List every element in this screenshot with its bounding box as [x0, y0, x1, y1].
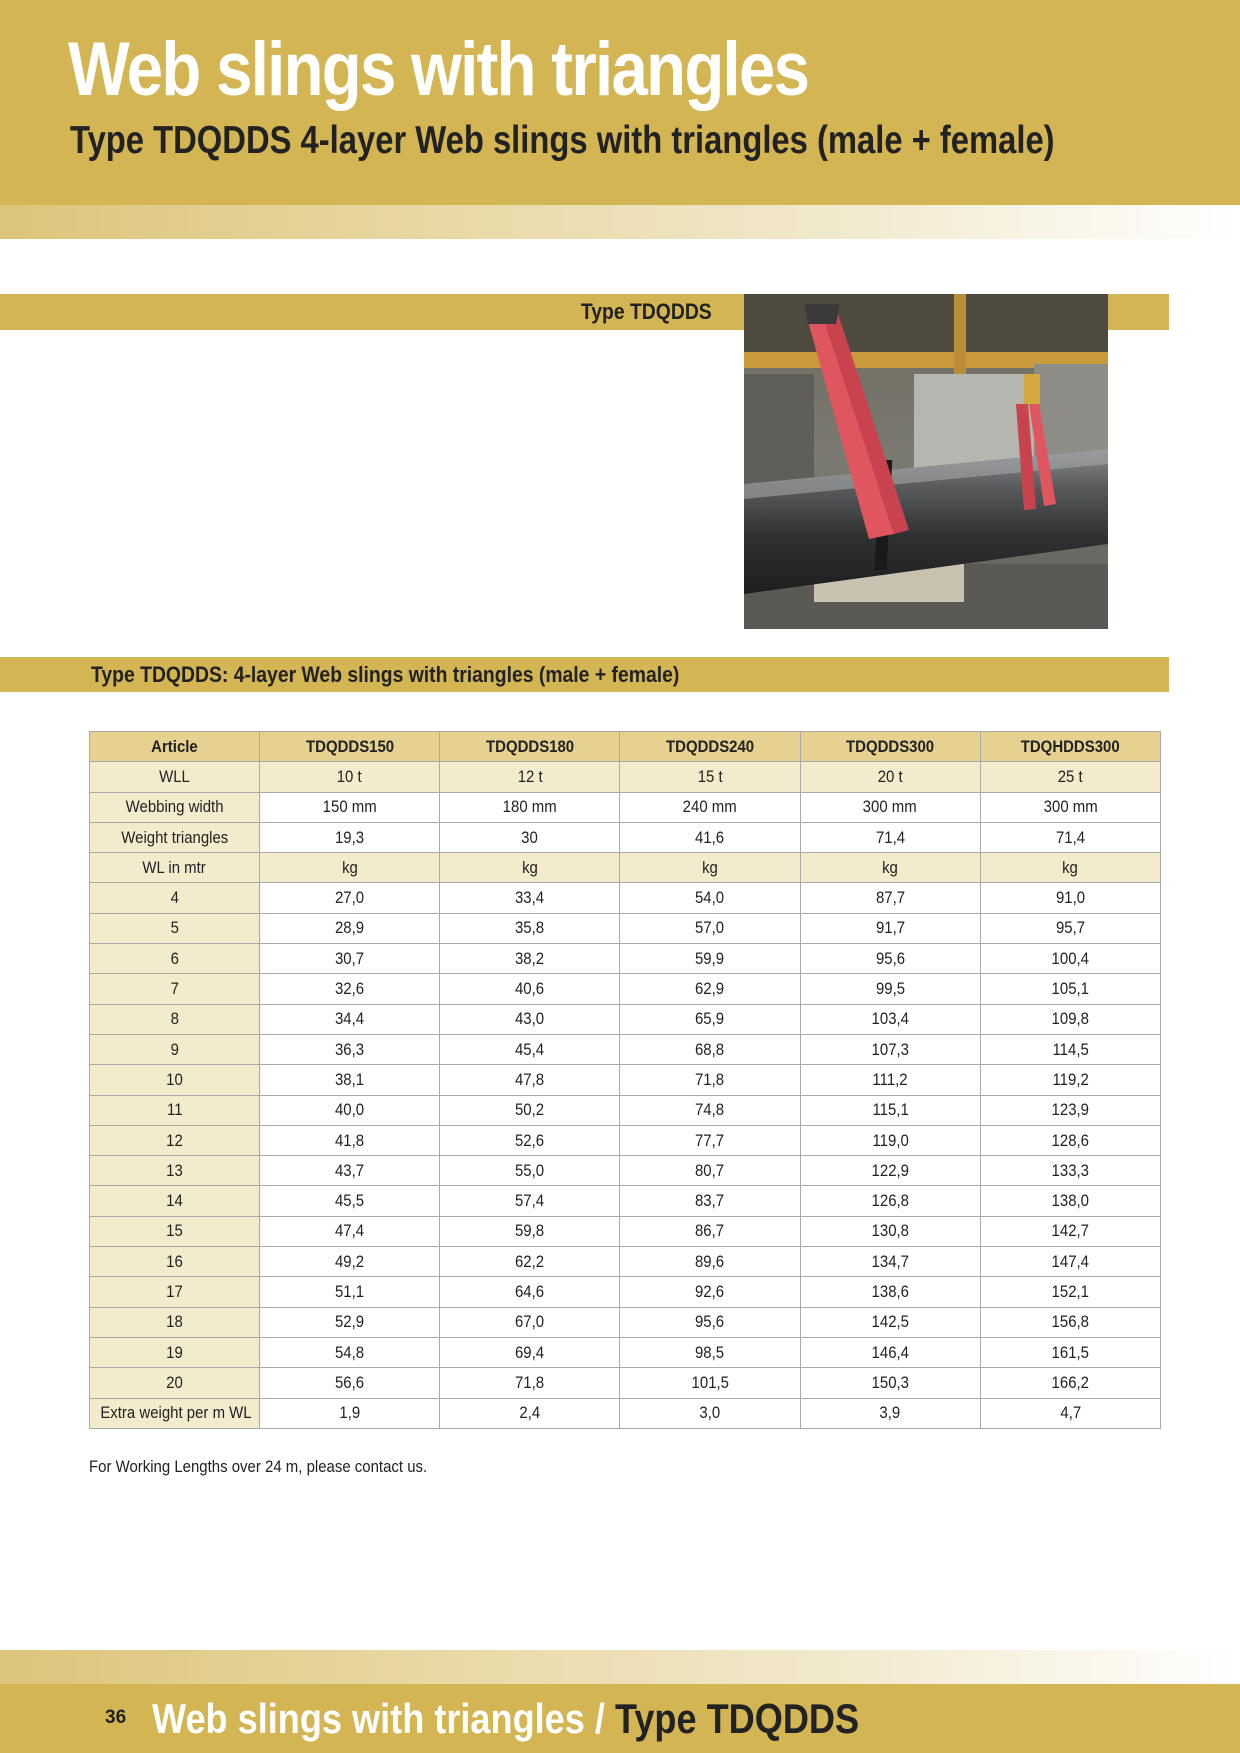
- table-cell: 150,3: [800, 1368, 980, 1398]
- table-cell: 147,4: [980, 1247, 1160, 1277]
- table-cell: 95,6: [800, 944, 980, 974]
- table-cell: 92,6: [620, 1277, 800, 1307]
- table-cell: 95,7: [980, 913, 1160, 943]
- table-cell: 71,8: [620, 1065, 800, 1095]
- column-header: TDQHDDS300: [980, 732, 1160, 762]
- row-label-cell: WLL: [90, 762, 260, 792]
- footer-title-part1: Web slings with triangles /: [152, 1695, 615, 1742]
- table-cell: 50,2: [440, 1095, 620, 1125]
- table-cell: 134,7: [800, 1247, 980, 1277]
- table-cell: 123,9: [980, 1095, 1160, 1125]
- table-row: [90, 1034, 1161, 1064]
- table-cell: 27,0: [260, 883, 440, 913]
- table-cell: 49,2: [260, 1247, 440, 1277]
- row-label-cell: 16: [90, 1247, 260, 1277]
- table-cell: 103,4: [800, 1004, 980, 1034]
- row-label-cell: 14: [90, 1186, 260, 1216]
- table-row: [90, 853, 1161, 883]
- type-label: Type TDQDDS: [581, 299, 712, 324]
- table-cell: 68,8: [620, 1034, 800, 1064]
- row-label-cell: 18: [90, 1307, 260, 1337]
- row-label-cell: 11: [90, 1095, 260, 1125]
- table-row: [90, 762, 1161, 792]
- table-cell: 19,3: [260, 822, 440, 852]
- table-cell: 80,7: [620, 1156, 800, 1186]
- table-cell: 54,0: [620, 883, 800, 913]
- spec-table: [89, 731, 1161, 1429]
- table-cell: 40,6: [440, 974, 620, 1004]
- row-label-cell: 15: [90, 1216, 260, 1246]
- table-cell: 32,6: [260, 974, 440, 1004]
- table-cell: 77,7: [620, 1125, 800, 1155]
- table-cell: 156,8: [980, 1307, 1160, 1337]
- row-label-cell: 4: [90, 883, 260, 913]
- table-row: [90, 1337, 1161, 1367]
- table-cell: 62,9: [620, 974, 800, 1004]
- table-cell: 33,4: [440, 883, 620, 913]
- table-cell: 15 t: [620, 762, 800, 792]
- page-title: Web slings with triangles: [68, 27, 809, 112]
- table-cell: 161,5: [980, 1337, 1160, 1367]
- table-cell: 41,6: [620, 822, 800, 852]
- table-cell: kg: [260, 853, 440, 883]
- table-cell: 300 mm: [800, 792, 980, 822]
- table-cell: 30,7: [260, 944, 440, 974]
- table-cell: 146,4: [800, 1337, 980, 1367]
- table-cell: 107,3: [800, 1034, 980, 1064]
- table-cell: 40,0: [260, 1095, 440, 1125]
- table-cell: 38,1: [260, 1065, 440, 1095]
- table-cell: 71,8: [440, 1368, 620, 1398]
- table-cell: 30: [440, 822, 620, 852]
- table-cell: kg: [440, 853, 620, 883]
- footer-title-part2: Type TDQDDS: [614, 1695, 860, 1742]
- table-cell: 65,9: [620, 1004, 800, 1034]
- table-cell: 128,6: [980, 1125, 1160, 1155]
- table-row: [90, 1065, 1161, 1095]
- table-cell: 300 mm: [980, 792, 1160, 822]
- table-row: [90, 1156, 1161, 1186]
- table-cell: 71,4: [800, 822, 980, 852]
- table-row: [90, 1125, 1161, 1155]
- product-photo: [744, 294, 1108, 629]
- table-cell: 142,5: [800, 1307, 980, 1337]
- table-cell: 86,7: [620, 1216, 800, 1246]
- table-cell: 47,4: [260, 1216, 440, 1246]
- table-cell: 114,5: [980, 1034, 1160, 1064]
- row-label-cell: 13: [90, 1156, 260, 1186]
- table-cell: 100,4: [980, 944, 1160, 974]
- table-cell: 28,9: [260, 913, 440, 943]
- row-label-cell: WL in mtr: [90, 853, 260, 883]
- table-row: [90, 1247, 1161, 1277]
- table-cell: 1,9: [260, 1398, 440, 1428]
- table-cell: 69,4: [440, 1337, 620, 1367]
- column-header: TDQDDS150: [260, 732, 440, 762]
- table-cell: 180 mm: [440, 792, 620, 822]
- table-cell: 150 mm: [260, 792, 440, 822]
- table-cell: 55,0: [440, 1156, 620, 1186]
- table-cell: 119,2: [980, 1065, 1160, 1095]
- table-cell: 126,8: [800, 1186, 980, 1216]
- table-cell: 91,7: [800, 913, 980, 943]
- table-cell: 3,0: [620, 1398, 800, 1428]
- table-cell: kg: [980, 853, 1160, 883]
- table-cell: 115,1: [800, 1095, 980, 1125]
- table-cell: 41,8: [260, 1125, 440, 1155]
- row-label-cell: 9: [90, 1034, 260, 1064]
- table-cell: 89,6: [620, 1247, 800, 1277]
- table-cell: 138,0: [980, 1186, 1160, 1216]
- table-cell: 133,3: [980, 1156, 1160, 1186]
- table-cell: kg: [800, 853, 980, 883]
- table-cell: 34,4: [260, 1004, 440, 1034]
- table-cell: 122,9: [800, 1156, 980, 1186]
- table-cell: 166,2: [980, 1368, 1160, 1398]
- table-header-row: [90, 732, 1161, 762]
- table-cell: 57,0: [620, 913, 800, 943]
- row-label-cell: 20: [90, 1368, 260, 1398]
- table-cell: 87,7: [800, 883, 980, 913]
- footer-gradient-strip: [0, 1650, 1240, 1684]
- table-cell: 105,1: [980, 974, 1160, 1004]
- table-cell: 71,4: [980, 822, 1160, 852]
- row-label-cell: 12: [90, 1125, 260, 1155]
- table-cell: 98,5: [620, 1337, 800, 1367]
- table-body: [90, 762, 1161, 1429]
- row-label-cell: Weight triangles: [90, 822, 260, 852]
- table-cell: 12 t: [440, 762, 620, 792]
- table-row: [90, 1368, 1161, 1398]
- table-cell: 67,0: [440, 1307, 620, 1337]
- table-cell: 51,1: [260, 1277, 440, 1307]
- table-cell: 59,8: [440, 1216, 620, 1246]
- column-header: Article: [90, 732, 260, 762]
- table-row: [90, 1277, 1161, 1307]
- table-cell: 130,8: [800, 1216, 980, 1246]
- table-cell: 45,5: [260, 1186, 440, 1216]
- table-cell: 43,0: [440, 1004, 620, 1034]
- table-cell: 119,0: [800, 1125, 980, 1155]
- section-title: Type TDQDDS: 4-layer Web slings with triangles (male + female): [91, 662, 680, 687]
- table-row: [90, 1095, 1161, 1125]
- table-cell: 43,7: [260, 1156, 440, 1186]
- table-cell: 10 t: [260, 762, 440, 792]
- row-label-cell: 10: [90, 1065, 260, 1095]
- column-header: TDQDDS300: [800, 732, 980, 762]
- table-cell: 101,5: [620, 1368, 800, 1398]
- table-cell: 36,3: [260, 1034, 440, 1064]
- page-number: 36: [105, 1707, 127, 1728]
- row-label-cell: 17: [90, 1277, 260, 1307]
- table-cell: 152,1: [980, 1277, 1160, 1307]
- table-cell: 4,7: [980, 1398, 1160, 1428]
- table-cell: 62,2: [440, 1247, 620, 1277]
- table-row: [90, 944, 1161, 974]
- table-cell: 240 mm: [620, 792, 800, 822]
- table-cell: 38,2: [440, 944, 620, 974]
- table-row: [90, 1398, 1161, 1428]
- table-cell: 57,4: [440, 1186, 620, 1216]
- page-subtitle: Type TDQDDS 4-layer Web slings with triangles (male + female): [70, 119, 1055, 162]
- row-label-cell: 19: [90, 1337, 260, 1367]
- footnote: For Working Lengths over 24 m, please contact us.: [89, 1457, 428, 1476]
- spec-table-wrapper: [89, 731, 1160, 1429]
- table-cell: 35,8: [440, 913, 620, 943]
- table-row: [90, 1216, 1161, 1246]
- table-row: [90, 1186, 1161, 1216]
- table-cell: 47,8: [440, 1065, 620, 1095]
- table-cell: 64,6: [440, 1277, 620, 1307]
- row-label-cell: 5: [90, 913, 260, 943]
- header-gradient-strip: [0, 205, 1240, 239]
- table-row: [90, 1004, 1161, 1034]
- table-cell: 56,6: [260, 1368, 440, 1398]
- table-cell: 138,6: [800, 1277, 980, 1307]
- table-cell: 52,9: [260, 1307, 440, 1337]
- table-cell: 3,9: [800, 1398, 980, 1428]
- table-cell: 45,4: [440, 1034, 620, 1064]
- row-label-cell: Webbing width: [90, 792, 260, 822]
- row-label-cell: 6: [90, 944, 260, 974]
- table-cell: 20 t: [800, 762, 980, 792]
- table-cell: 59,9: [620, 944, 800, 974]
- table-row: [90, 792, 1161, 822]
- table-cell: 111,2: [800, 1065, 980, 1095]
- table-cell: 54,8: [260, 1337, 440, 1367]
- table-cell: 91,0: [980, 883, 1160, 913]
- table-cell: kg: [620, 853, 800, 883]
- footer-title: [152, 1694, 859, 1744]
- table-cell: 109,8: [980, 1004, 1160, 1034]
- table-cell: 95,6: [620, 1307, 800, 1337]
- table-row: [90, 974, 1161, 1004]
- table-cell: 74,8: [620, 1095, 800, 1125]
- table-cell: 2,4: [440, 1398, 620, 1428]
- table-cell: 142,7: [980, 1216, 1160, 1246]
- table-cell: 25 t: [980, 762, 1160, 792]
- table-cell: 52,6: [440, 1125, 620, 1155]
- row-label-cell: 7: [90, 974, 260, 1004]
- table-row: [90, 1307, 1161, 1337]
- table-cell: 99,5: [800, 974, 980, 1004]
- table-row: [90, 822, 1161, 852]
- table-row: [90, 883, 1161, 913]
- row-label-cell: 8: [90, 1004, 260, 1034]
- column-header: TDQDDS180: [440, 732, 620, 762]
- table-row: [90, 913, 1161, 943]
- row-label-cell: Extra weight per m WL: [90, 1398, 260, 1428]
- table-cell: 83,7: [620, 1186, 800, 1216]
- column-header: TDQDDS240: [620, 732, 800, 762]
